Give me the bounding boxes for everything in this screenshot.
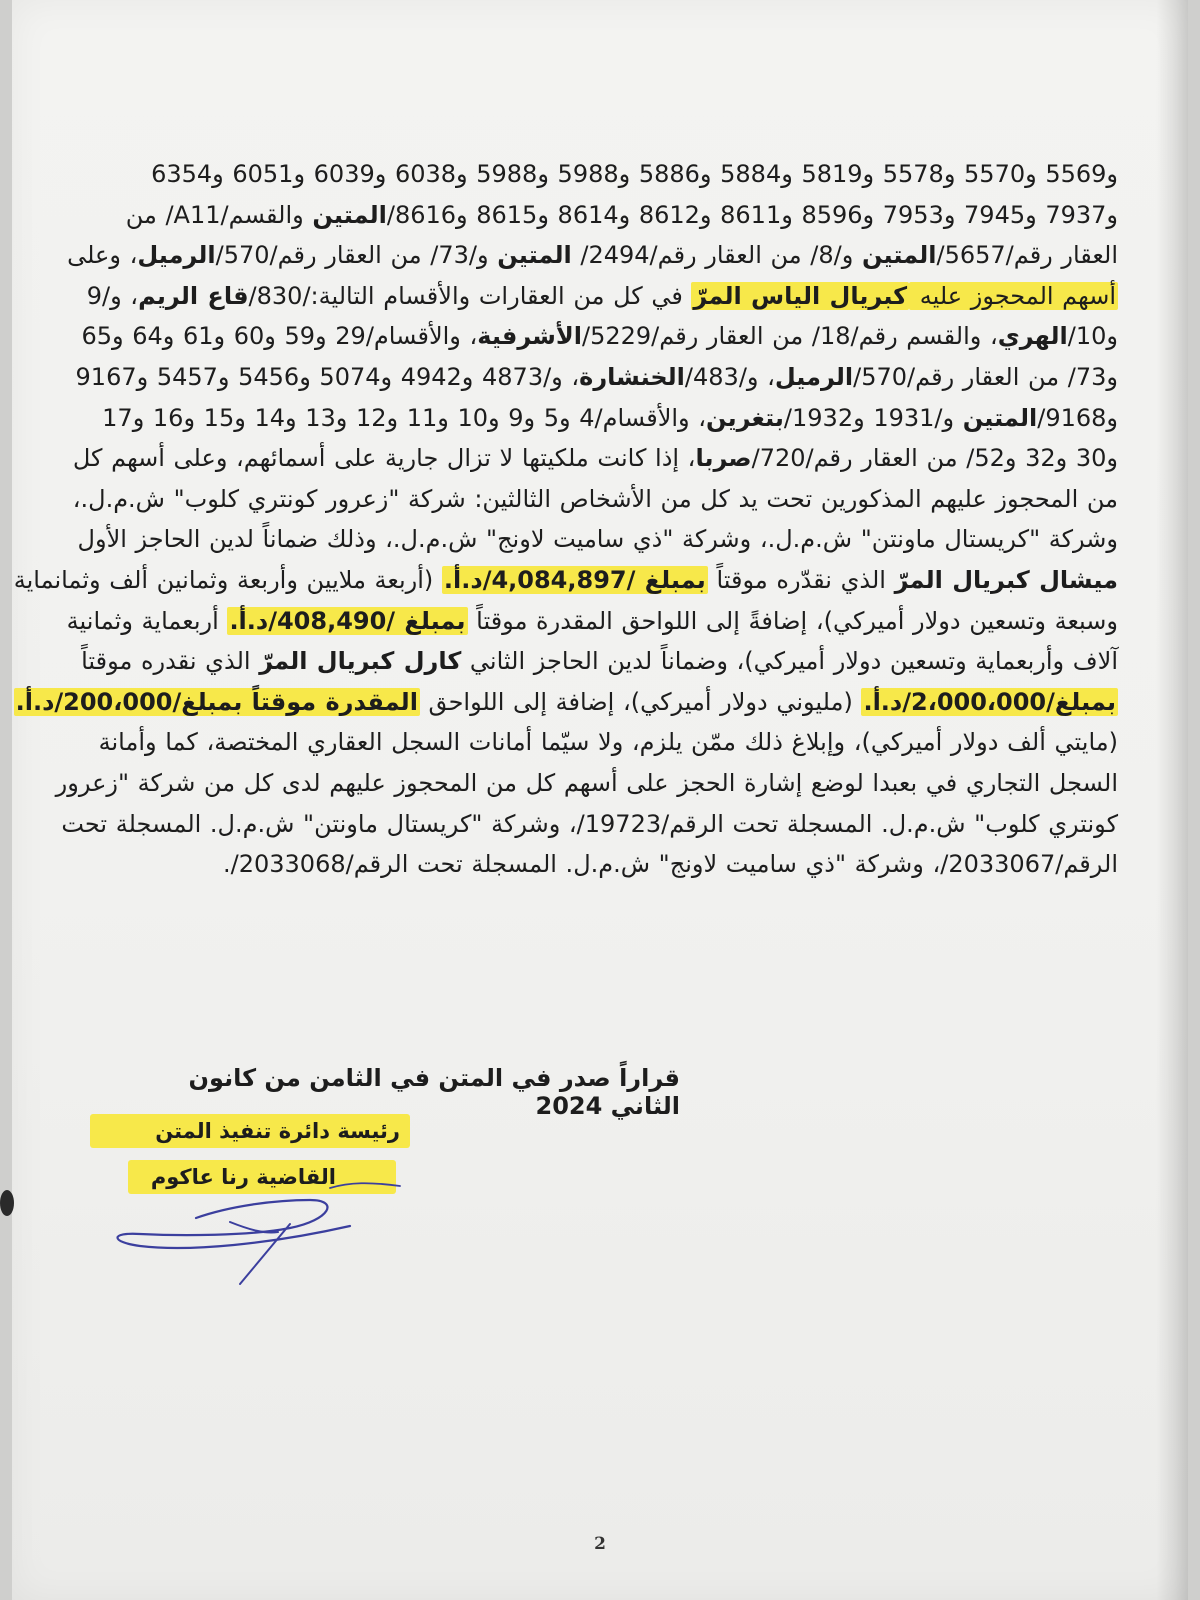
- body-line: [102, 398, 1118, 439]
- body-line: [72, 479, 1118, 520]
- body-line: [86, 276, 1118, 317]
- body-line: [106, 844, 1118, 885]
- text-run: ، وعلى: [67, 241, 138, 270]
- body-line: [98, 722, 1118, 763]
- text-run: وشركة "كريستال ماونتن" ش.م.ل.، وشركة "ذي ساميت لاونج" ش.م.ل.، وذلك ضماناً لدين الحاجز الأول: [77, 525, 1118, 554]
- bold-text: صربا: [695, 444, 752, 473]
- text-run: ، والأقسام/29 و59 و60 و61 و64 و65: [81, 322, 478, 351]
- body-line: [67, 235, 1118, 276]
- bold-text: الهري: [997, 322, 1068, 351]
- highlighted-text: بمبلغ /4,084,897/د.أ.: [443, 565, 706, 594]
- signatory-name: القاضية رنا عاكوم: [128, 1160, 396, 1194]
- decision-date-line: قراراً صدر في المتن في الثامن من كانون الثاني 2024: [188, 1064, 680, 1120]
- bold-text: الخنشارة: [579, 362, 685, 391]
- text-run: (أربعة ملايين وأربعة وثمانين ألف وثمانماية: [13, 565, 442, 594]
- document-body: [13, 154, 1118, 885]
- text-run: السجل التجاري في بعبدا لوضع إشارة الحجز على أسهم كل من المحجوز عليهم لدى كل من شركة "زعرور: [55, 768, 1118, 797]
- text-run: العقار رقم/5657/: [936, 241, 1118, 270]
- highlighted-text: كبريال الياس المرّ: [693, 281, 908, 310]
- text-run: و5569 و5570 و5578 و5819 و5884 و5886 و5988 و5988 و6038 و6039 و6051 و6354: [151, 160, 1118, 188]
- body-line: [55, 763, 1118, 804]
- text-run: (مليوني دولار أميركي)، إضافة إلى اللواحق: [419, 687, 862, 716]
- handwritten-signature: [100, 1176, 420, 1286]
- text-run: و30 و32 و52/ من العقار رقم/720/: [751, 444, 1118, 473]
- body-line: [61, 804, 1118, 845]
- signatory-title: رئيسة دائرة تنفيذ المتن: [90, 1114, 410, 1148]
- text-run: في كل من العقارات والأقسام التالية:/830/: [248, 281, 692, 310]
- binder-hole: [0, 1190, 14, 1216]
- text-run: الذي نقدّره موقتاً: [707, 565, 895, 594]
- text-run: ، والقسم رقم/18/ من العقار رقم/5229/: [581, 322, 998, 351]
- bold-text: المتين: [962, 403, 1038, 432]
- bold-text: كارل كبريال المرّ: [259, 647, 462, 676]
- text-run: و/1931 و1932/: [783, 403, 963, 432]
- text-run: ، والأقسام/4 و5 و9 و10 و11 و12 و13 و14 و15 و16 و17: [102, 403, 707, 432]
- body-line: [81, 641, 1118, 682]
- body-line: [81, 316, 1118, 357]
- body-line: [77, 519, 1118, 560]
- bold-text: المتين: [312, 200, 387, 229]
- body-line: [13, 560, 1118, 601]
- body-line: [106, 195, 1118, 236]
- highlighted-text: بمبلغ /408,490/د.أ.: [229, 606, 466, 635]
- page-fold-shadow: [1156, 0, 1188, 1600]
- text-run: من المحجوز عليهم المذكورين تحت يد كل من الأشخاص الثالثين: شركة "زعرور كونتري كلوب" ش.م.ل.،: [72, 484, 1118, 513]
- highlighted-text: أسهم المحجوز عليه: [911, 281, 1116, 310]
- text-run: و7937 و7945 و7953 و8596 و8611 و8612 و8614 و8615 و8616/: [386, 200, 1118, 229]
- body-line: [106, 154, 1118, 195]
- body-line: [15, 682, 1118, 723]
- text-run: و/8/ من العقار رقم/2494/: [571, 241, 862, 270]
- body-line: [75, 357, 1118, 398]
- text-run: (مايتي ألف دولار أميركي)، وإبلاغ ذلك ممّن يلزم، ولا سيّما أمانات السجل العقاري المختصة، كما وأمانة: [98, 728, 1118, 757]
- text-run: أربعماية وثمانية: [66, 606, 228, 635]
- page-number: 2: [594, 1534, 606, 1554]
- text-run: وسبعة وتسعين دولار أميركي)، إضافةً إلى اللواحق المقدرة موقتاً: [467, 606, 1118, 635]
- text-run: والقسم/A11/ من: [125, 200, 313, 229]
- text-run: كونتري كلوب" ش.م.ل. المسجلة تحت الرقم/19723/، وشركة "كريستال ماونتن" ش.م.ل. المسجلة تحت: [61, 809, 1118, 838]
- highlighted-text: المقدرة موقتاً بمبلغ/200،000/د.أ.: [15, 687, 418, 716]
- bold-text: بتغرين: [706, 403, 784, 432]
- bold-text: الرميل: [774, 362, 854, 391]
- highlighted-text: بمبلغ/2،000،000/د.أ.: [863, 687, 1116, 716]
- body-line: [72, 438, 1118, 479]
- bold-text: المتين: [497, 241, 572, 270]
- body-line: [66, 601, 1118, 642]
- text-run: و10/: [1067, 322, 1118, 351]
- bold-text: قاع الريم: [138, 281, 249, 310]
- text-run: آلاف وأربعماية وتسعين دولار أميركي)، وضماناً لدين الحاجز الثاني: [461, 647, 1118, 676]
- bold-text: المتين: [861, 241, 937, 270]
- bold-text: الرميل: [137, 241, 216, 270]
- text-run: الذي نقدره موقتاً: [81, 647, 260, 676]
- text-run: ، و/9: [86, 281, 139, 310]
- text-run: ، إذا كانت ملكيتها لا تزال جارية على أسمائهم، وعلى أسهم كل: [72, 444, 696, 473]
- text-run: و9168/: [1037, 403, 1118, 432]
- text-run: ، و/483/: [684, 362, 775, 391]
- text-run: و73/ من العقار رقم/570/: [853, 362, 1118, 391]
- bold-text: الأشرفية: [477, 322, 582, 351]
- text-run: ، و/4873 و4942 و5074 و5456 و5457 و9167: [75, 362, 580, 391]
- text-run: الرقم/2033067/، وشركة "ذي ساميت لاونج" ش.م.ل. المسجلة تحت الرقم/2033068/.: [223, 850, 1118, 879]
- bold-text: ميشال كبريال المرّ: [894, 565, 1118, 594]
- text-run: و/73/ من العقار رقم/570/: [215, 241, 498, 270]
